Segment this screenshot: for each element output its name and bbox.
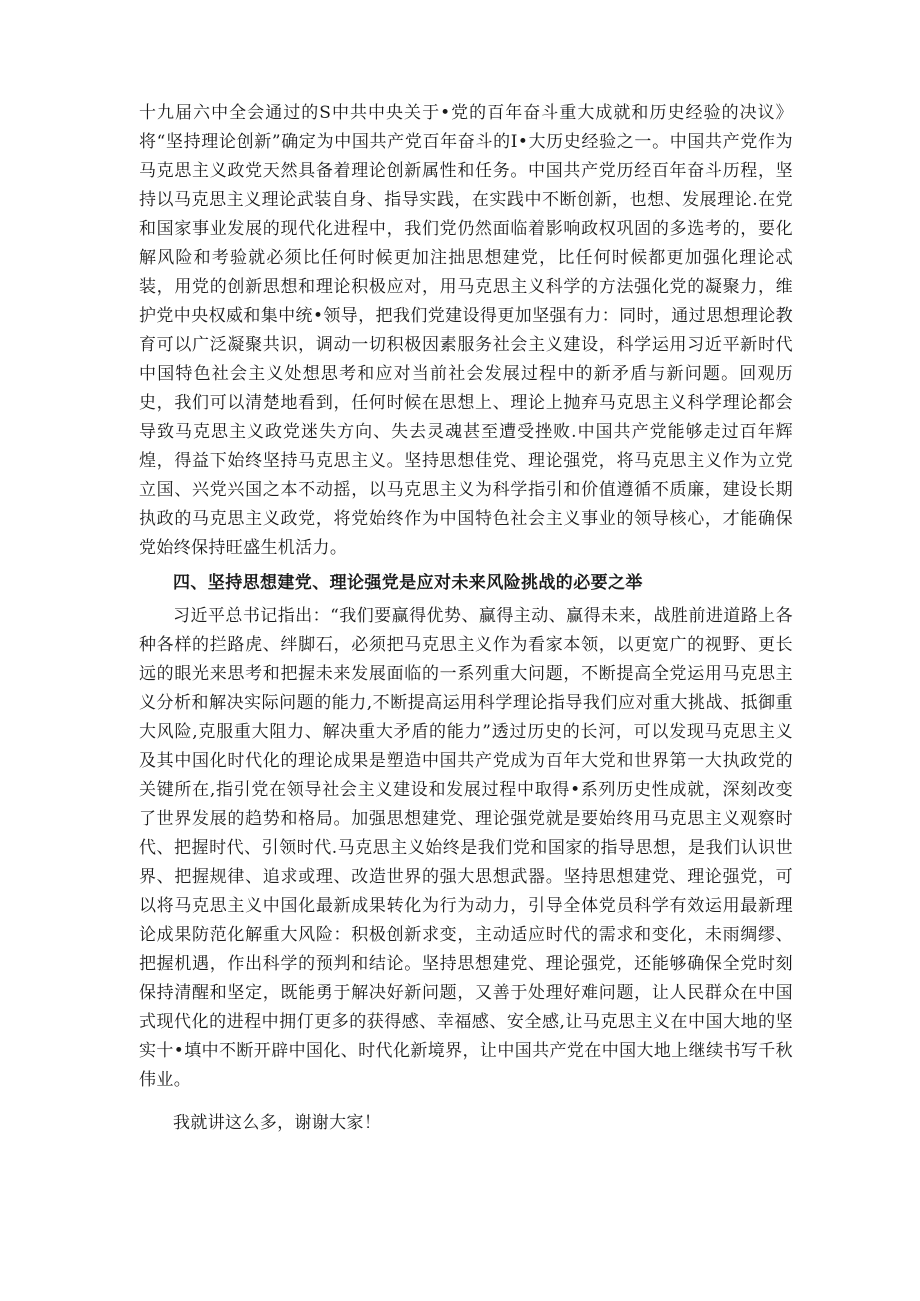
body-paragraph-2: 习近平总书记指出：“我们要赢得优势、赢得主动、赢得未来，战胜前进道路上各种各样的拦路虎、绊脚石，必须把马克思主义作为看家本领，以更宽广的视野、更长远的眼光来思考和把握未来发展面临的一系列重大问题，不断提高全党运用马克思主义分析和解决实际问题的能力,不断提高运用科学理论指导我们应对重大挑战、抵御重大风险,克服重大阻力、解决重大矛盾的能力”透过历史的长河，可以发现马克思主义及其中国化时代化的理论成果是塑造中国共产党成为百年大党和世界第一大执政党的关键所在,指引党在领导社会主义建设和发展过程中取得•系列历史性成就，深刻改变了世界发展的趋势和格局。加强思想建党、理论强党就是要始终用马克思主义观察时代、把握时代、引领时代.马克思主义始终是我们党和国家的指导思想，是我们认识世界、把握规律、追求或理、改造世界的强大思想武器。坚持思想建党、理论强党，可以将马克思主义中国化最新成果转化为行为动力，引导全体党员科学有效运用最新理论成果防范化解重大风险：积极创新求变，主动适应时代的需求和变化，未雨绸缪、把握机遇，作出科学的预判和结论。坚持思想建党、理论强党，还能够确保全党时刻保持清醒和坚定，既能勇于解决好新问题，又善于处理好难问题，让人民群众在中国式现代化的进程中拥仃更多的获得感、幸福感、安全感,让马克思主义在中国大地的坚实十•填中不断开辟中国化、时代化新境界，让中国共产党在中国大地上继续书写千秋伟业。 bbox=[139, 606, 793, 1090]
section-heading-4: 四、坚持思想建党、理论强党是应对未来风险挑战的必要之举 bbox=[173, 573, 643, 593]
document-body bbox=[139, 99, 793, 1155]
closing-remark: 我就讲这么多，谢谢大家！ bbox=[173, 1113, 382, 1133]
body-paragraph-1: 十九届六中全会通过的S中共中央关于•党的百年奋斗重大成就和历史经验的决议》将“坚持理论创新”确定为中国共产党百年奋斗的I•大历史经验之一。中国共产党作为马克思主义政党天然具备着理论创新属性和任务。中国共产党历经百年奋斗历程，坚持以马克思主义理论武装自身、指导实践，在实践中不断创新，也想、发展理论.在党和国家事业发展的现代化进程中，我们党仍然面临着影响政权巩固的多选考的，要化解风险和考验就必须比任何时候更加注拙思想建党，比任何时候都更加强化理论忒装，用党的创新思想和理论积极应对，用马克思主义科学的方法强化党的凝聚力，维护党中央权威和集中统•领导，把我们党建设得更加坚强有力：同时，通过思想理论教育可以广泛凝聚共识，调动一切积极因素服务社会主义建设，科学运用习近平新时代中国特色社会主义处想思考和应对当前社会发展过程中的新矛盾与新问题。回观历史，我们可以清楚地看到，任何时候在思想上、理论上抛弃马克思主义科学理论都会导致马克思主义政党迷失方向、失去灵魂甚至遭受挫败.中国共产党能够走过百年辉煌，得益下始终坚持马克思主义。坚持思想佳党、理论强党，将马克思主义作为立党立国、兴党兴国之本不动摇，以马克思主义为科学指引和价值遵循不质廉，建设长期执政的马克思主义政党，将党始终作为中国特色社会主义事业的领导核心，才能确保党始终保持旺盛生机活力。 bbox=[139, 103, 793, 558]
